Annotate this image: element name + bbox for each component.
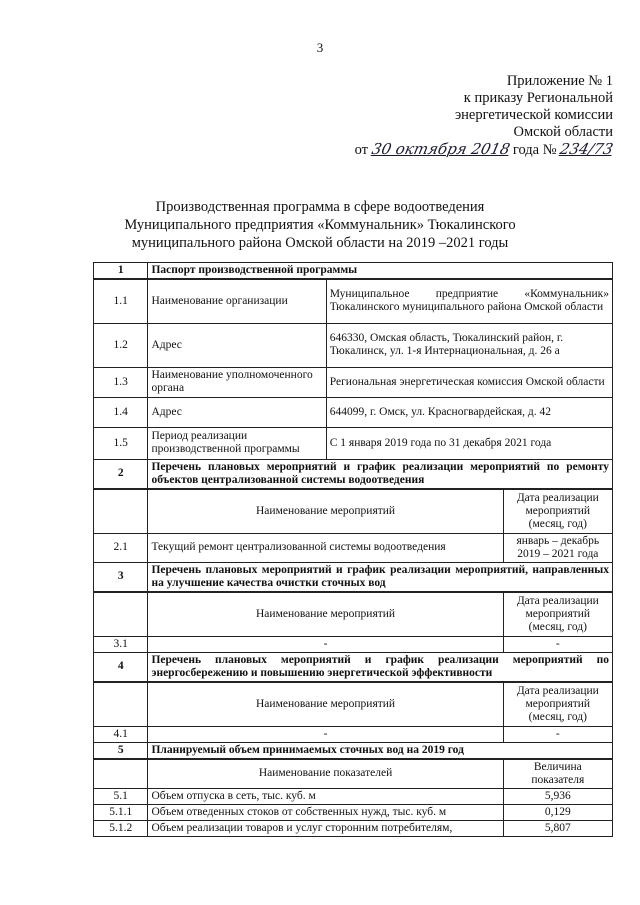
row-value: 5,936: [503, 789, 612, 805]
empty-cell: [94, 682, 148, 726]
row-name: Объем реализации товаров и услуг сторонним потребителям,: [148, 821, 503, 837]
from-prefix: от: [354, 142, 368, 158]
section-title: Перечень плановых мероприятий и график реализации мероприятий, направленных на улучшение качества очистки сточных вод: [148, 562, 613, 592]
column-header-date: Дата реализации мероприятий (месяц, год): [503, 489, 612, 533]
order-date-line: [354, 140, 616, 159]
table-row: [94, 323, 613, 367]
empty-cell: [94, 592, 148, 636]
row-date: -: [503, 726, 612, 742]
table-row: [94, 726, 613, 742]
row-name: -: [148, 726, 503, 742]
section-number: 2: [94, 459, 148, 489]
row-number: 1.5: [94, 427, 148, 459]
appendix-line-4: Омской области: [513, 124, 613, 140]
appendix-line-1: Приложение № 1: [506, 73, 613, 89]
row-label: Наименование организации: [148, 279, 326, 323]
row-number: 3.1: [94, 636, 148, 652]
row-value: 5,807: [503, 821, 612, 837]
table-row: [94, 279, 613, 323]
column-header-row: [94, 682, 613, 726]
column-header-row: [94, 759, 613, 789]
handwritten-number: 234/73: [558, 140, 616, 158]
row-label: Наименование уполномоченного органа: [148, 367, 326, 397]
row-name: Объем отпуска в сеть, тыс. куб. м: [148, 789, 503, 805]
column-header-date: Дата реализации мероприятий (месяц, год): [503, 592, 612, 636]
document-title: [0, 198, 640, 252]
row-number: 1.3: [94, 367, 148, 397]
section-title: Перечень плановых мероприятий и график реализации мероприятий по энергосбережению и повышению энергетической эффективности: [148, 652, 613, 682]
column-header-date: Дата реализации мероприятий (месяц, год): [503, 682, 612, 726]
appendix-line-3: энергетической комиссии: [454, 107, 613, 123]
table-row: [94, 821, 613, 837]
row-name: Объем отведенных стоков от собственных нужд, тыс. куб. м: [148, 805, 503, 821]
year-suffix: года №: [512, 142, 557, 158]
page-number: 3: [316, 40, 324, 55]
section-row: [94, 742, 613, 759]
table-row: [94, 397, 613, 427]
column-header-row: [94, 489, 613, 533]
row-date: -: [503, 636, 612, 652]
column-header-value: Величина показателя: [503, 759, 612, 789]
section-row: [94, 459, 613, 489]
section-row: [94, 652, 613, 682]
row-number: 1.4: [94, 397, 148, 427]
section-number: 1: [94, 263, 148, 280]
program-table: [93, 262, 613, 837]
handwritten-date: 30 октября 2018: [369, 140, 512, 158]
row-value: С 1 января 2019 года по 31 декабря 2021 года: [326, 427, 612, 459]
row-value: Муниципальное предприятие «Коммунальник» Тюкалинского муниципального района Омской области: [326, 279, 612, 323]
empty-cell: [94, 489, 148, 533]
title-line-1: Производственная программа в сфере водоотведения: [155, 199, 485, 215]
section-number: 5: [94, 742, 148, 759]
row-number: 1.1: [94, 279, 148, 323]
row-value: 644099, г. Омск, ул. Красногвардейская, д. 42: [326, 397, 612, 427]
table-row: [94, 533, 613, 562]
section-title: Планируемый объем принимаемых сточных вод на 2019 год: [148, 742, 613, 759]
row-name: Текущий ремонт централизованной системы водоотведения: [148, 533, 503, 562]
section-row: [94, 263, 613, 280]
column-header-row: [94, 592, 613, 636]
section-row: [94, 562, 613, 592]
row-number: 5.1: [94, 789, 148, 805]
section-number: 4: [94, 652, 148, 682]
table-row: [94, 789, 613, 805]
appendix-line-2: к приказу Региональной: [463, 90, 613, 106]
row-name: -: [148, 636, 503, 652]
row-number: 1.2: [94, 323, 148, 367]
title-line-3: муниципального района Омской области на 2019 –2021 годы: [131, 235, 509, 251]
row-value: Региональная энергетическая комиссия Омской области: [326, 367, 612, 397]
column-header-name: Наименование мероприятий: [148, 682, 503, 726]
table-row: [94, 427, 613, 459]
row-number: 5.1.1: [94, 805, 148, 821]
row-label: Период реализации производственной программы: [148, 427, 326, 459]
appendix-header: [354, 73, 616, 159]
row-label: Адрес: [148, 397, 326, 427]
table-row: [94, 636, 613, 652]
row-number: 2.1: [94, 533, 148, 562]
empty-cell: [94, 759, 148, 789]
row-label: Адрес: [148, 323, 326, 367]
section-title: Паспорт производственной программы: [148, 263, 613, 280]
row-value: 0,129: [503, 805, 612, 821]
title-line-2: Муниципального предприятия «Коммунальник» Тюкалинского: [124, 217, 516, 233]
row-date: январь – декабрь 2019 – 2021 года: [503, 533, 612, 562]
column-header-name: Наименование показателей: [148, 759, 503, 789]
column-header-name: Наименование мероприятий: [148, 489, 503, 533]
section-title: Перечень плановых мероприятий и график реализации мероприятий по ремонту объектов централизованной системы водоотведения: [148, 459, 613, 489]
section-number: 3: [94, 562, 148, 592]
table-row: [94, 367, 613, 397]
table-row: [94, 805, 613, 821]
row-number: 5.1.2: [94, 821, 148, 837]
row-value: 646330, Омская область, Тюкалинский район, г. Тюкалинск, ул. 1-я Интернациональная, д. 26 а: [326, 323, 612, 367]
row-number: 4.1: [94, 726, 148, 742]
column-header-name: Наименование мероприятий: [148, 592, 503, 636]
